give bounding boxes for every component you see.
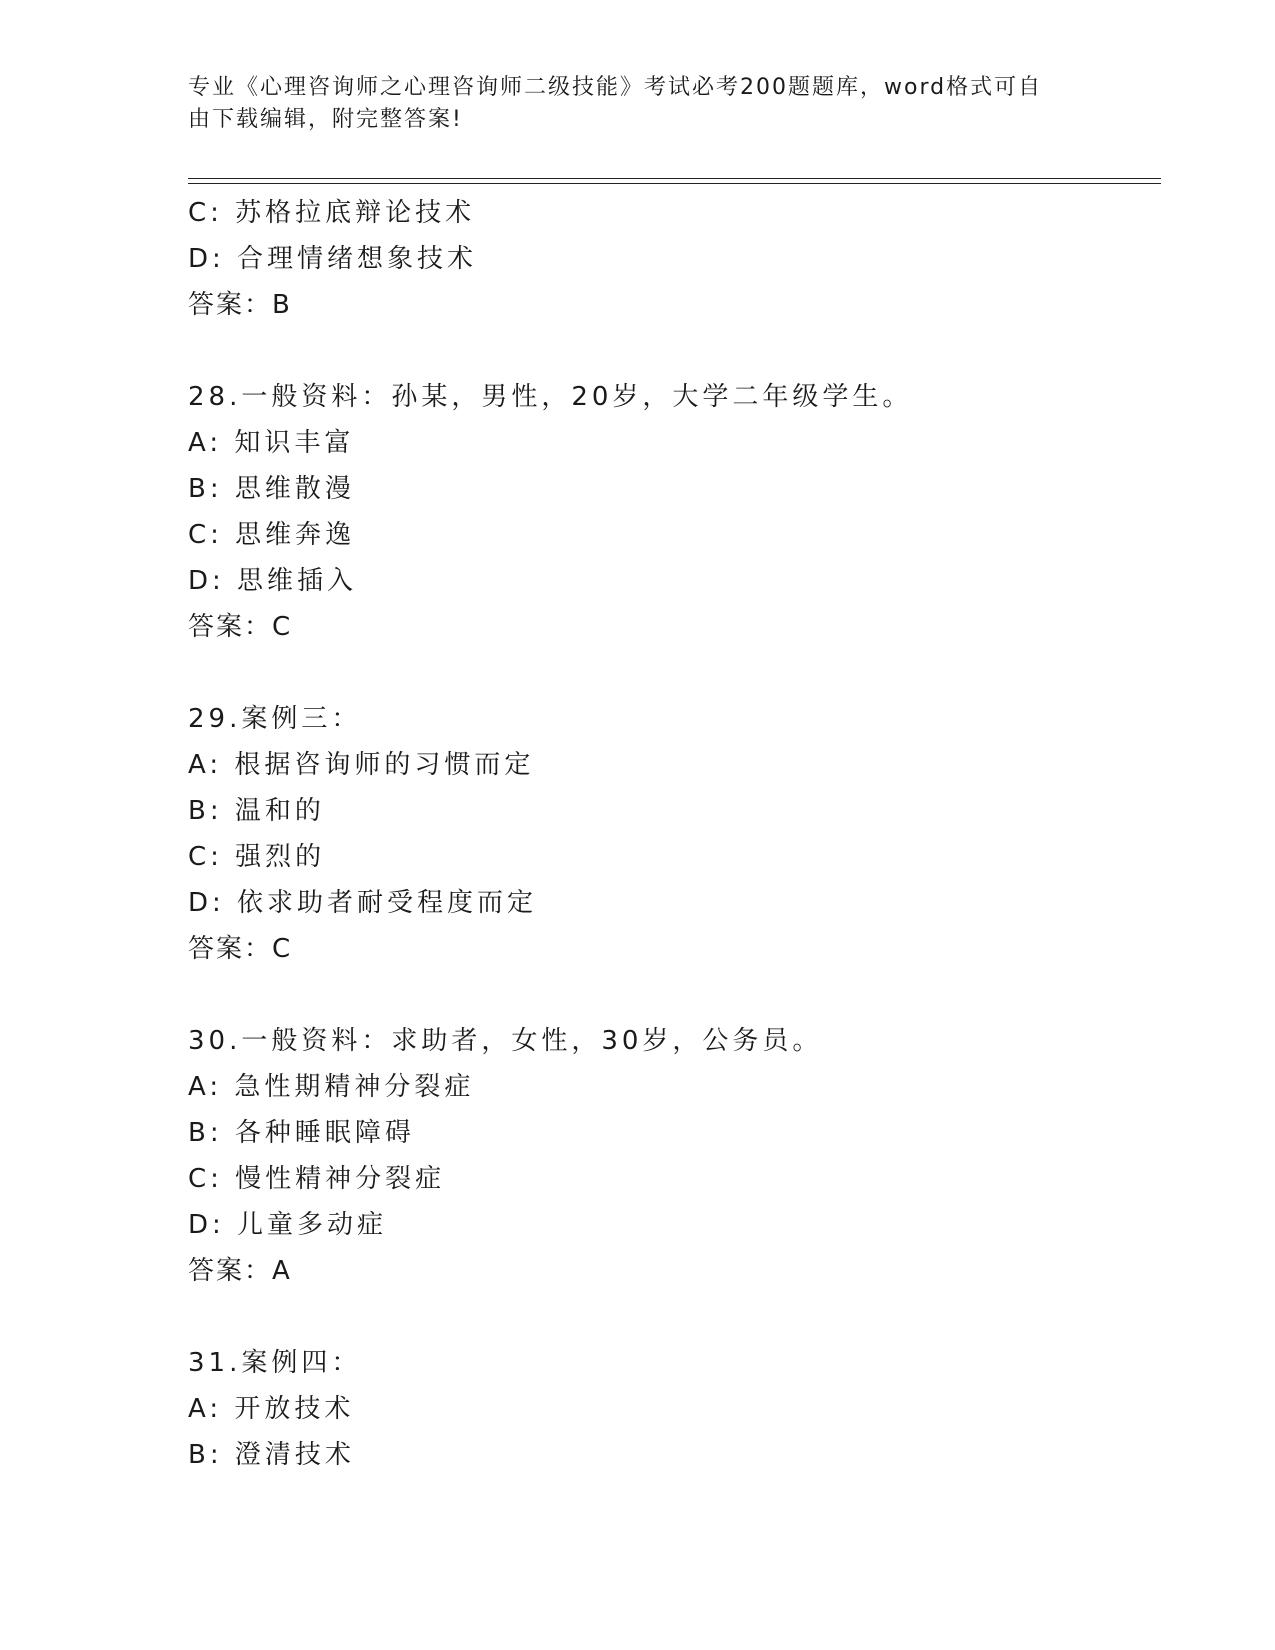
header-line-2: 由下载编辑，附完整答案!: [188, 107, 463, 132]
header-line-1: 专业《心理咨询师之心理咨询师二级技能》考试必考200题题库，word格式可自: [188, 75, 1043, 100]
question-line: 29.案例三：: [188, 704, 362, 734]
question-line: A: 急性期精神分裂症: [188, 1072, 475, 1102]
spacer: [188, 328, 1161, 374]
question-line: B: 澄清技术: [188, 1440, 355, 1470]
question-line: B: 各种睡眠障碍: [188, 1118, 415, 1148]
spacer: [188, 972, 1161, 1018]
answer-line: 答案：C: [188, 934, 293, 964]
question-line: D: 儿童多动症: [188, 1210, 388, 1240]
question-list: [188, 190, 1161, 1478]
question-line: D: 合理情绪想象技术: [188, 244, 478, 274]
question-line: C: 苏格拉底辩论技术: [188, 198, 476, 228]
question-line: 31.案例四：: [188, 1348, 362, 1378]
question-line: A: 知识丰富: [188, 428, 355, 458]
question-line: 30.一般资料：求助者，女性，30岁，公务员。: [188, 1026, 823, 1056]
answer-line: 答案：C: [188, 612, 293, 642]
question-line: A: 根据咨询师的习惯而定: [188, 750, 535, 780]
question-line: D: 依求助者耐受程度而定: [188, 888, 538, 918]
question-line: C: 慢性精神分裂症: [188, 1164, 446, 1194]
question-line: C: 思维奔逸: [188, 520, 356, 550]
spacer: [188, 1294, 1161, 1340]
question-line: B: 温和的: [188, 796, 325, 826]
spacer: [188, 650, 1161, 696]
answer-line: 答案：A: [188, 1256, 292, 1286]
question-line: A: 开放技术: [188, 1394, 355, 1424]
document-header: [188, 72, 1068, 136]
header-rule-top: [188, 178, 1161, 179]
question-line: D: 思维插入: [188, 566, 358, 596]
question-line: B: 思维散漫: [188, 474, 355, 504]
answer-line: 答案：B: [188, 290, 292, 320]
question-line: C: 强烈的: [188, 842, 326, 872]
header-rule-bottom: [188, 183, 1161, 184]
question-line: 28.一般资料：孙某，男性，20岁，大学二年级学生。: [188, 382, 913, 412]
